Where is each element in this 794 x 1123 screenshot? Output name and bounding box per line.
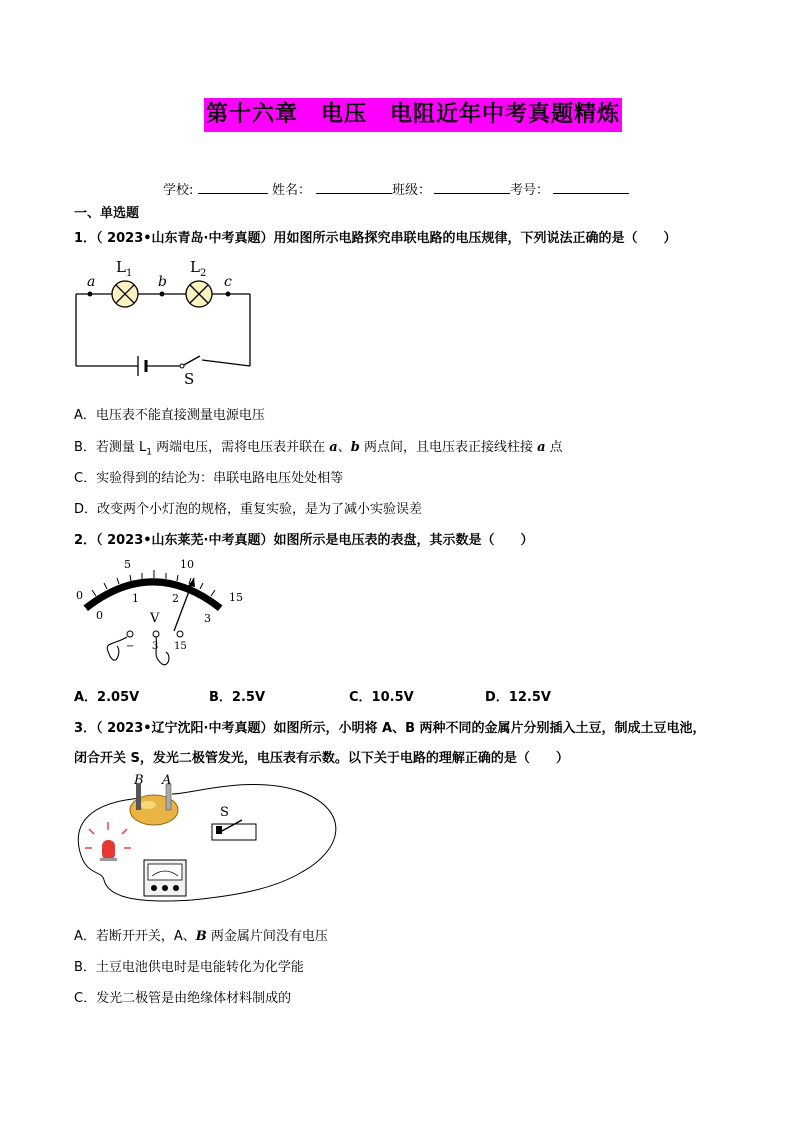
q3-option-b[interactable]: B．土豆电池供电时是电能转化为化学能: [74, 960, 304, 975]
q1-circuit-diagram: [70, 252, 260, 388]
voltmeter-dial-diagram: [72, 556, 247, 676]
q1-option-c[interactable]: C．实验得到的结论为：串联电路电压处处相等: [74, 471, 344, 486]
number-label: 考号：: [510, 183, 550, 198]
class-blank[interactable]: [434, 180, 510, 194]
label-switch-s: S: [220, 805, 229, 820]
dial-lower-0: 0: [96, 609, 103, 622]
q2-option-c[interactable]: [349, 686, 414, 705]
q3-a-text-2: 两金属片间没有电压: [206, 929, 328, 944]
q3-stem-line2: 闭合开关 S，发光二极管发光，电压表有示数。以下关于电路的理解正确的是（ ）: [74, 751, 569, 766]
q1-b-text-2: 两端电压，需将电压表并联在: [152, 440, 330, 455]
q3-a-text-1: A．若断开开关，A、: [74, 929, 196, 944]
switch-icon: [180, 364, 184, 368]
label-s: S: [184, 370, 195, 388]
q3-a-b: B: [195, 929, 207, 944]
q2-option-a[interactable]: [74, 686, 139, 705]
dial-lower-3: 3: [204, 612, 211, 625]
led-icon: [102, 840, 115, 860]
terminal-15: 15: [174, 641, 187, 652]
terminal-3: 3: [152, 641, 159, 652]
section-heading: 一、单选题: [74, 206, 140, 221]
label-c: c: [224, 274, 232, 290]
dial-upper-15: 15: [229, 591, 243, 604]
class-label: 班级：: [392, 183, 432, 198]
q2-b-text: B．2.5V: [209, 690, 265, 705]
dial-unit-v: V: [150, 611, 160, 626]
name-blank[interactable]: [316, 180, 392, 194]
q1-b-text-4: 两点间，且电压表正接线柱接: [359, 440, 538, 455]
label-l1-sub: 1: [126, 268, 133, 279]
q1-option-d[interactable]: D．改变两个小灯泡的规格，重复实验，是为了减小实验误差: [74, 502, 423, 517]
page-title: 第十六章 电压 电阻近年中考真题精炼: [204, 98, 622, 132]
q1-option-a[interactable]: A．电压表不能直接测量电源电压: [74, 408, 265, 423]
q2-option-b[interactable]: [209, 686, 265, 705]
q1-b-text-1: B．若测量 L: [74, 440, 147, 455]
q1-stem: 1．（ 2023•山东青岛·中考真题）用如图所示电路探究串联电路的电压规律，下列说法正确的是（ ）: [74, 231, 677, 246]
terminal-neg: −: [126, 641, 135, 652]
q2-option-d[interactable]: [485, 686, 551, 705]
potato-battery-diagram: [72, 772, 352, 907]
school-label: 学校:: [163, 183, 194, 198]
label-metal-a: A: [162, 773, 172, 788]
q3-option-c[interactable]: C．发光二极管是由绝缘体材料制成的: [74, 991, 292, 1006]
label-metal-b: B: [134, 773, 144, 788]
q1-b-text-5: 点: [545, 440, 563, 455]
q2-stem: 2．（ 2023•山东莱芜·中考真题）如图所示是电压表的表盘，其示数是（ ）: [74, 533, 534, 548]
label-l2: L: [190, 258, 200, 276]
q1-option-b[interactable]: [74, 436, 563, 458]
q1-b-a2: a: [537, 440, 546, 455]
q3-stem-line1: 3．（ 2023•辽宁沈阳·中考真题）如图所示，小明将 A、B 两种不同的金属片分别插入土豆，制成土豆电池，: [74, 721, 706, 736]
dial-upper-10: 10: [180, 558, 194, 571]
q1-b-b: b: [350, 440, 360, 455]
q2-a-text: A．2.05V: [74, 690, 140, 705]
q2-c-text: C．10.5V: [349, 690, 414, 705]
dial-lower-2: 2: [172, 592, 179, 605]
school-blank[interactable]: [198, 180, 268, 194]
number-blank[interactable]: [553, 180, 629, 194]
dial-upper-5: 5: [124, 558, 131, 571]
label-a: a: [87, 274, 96, 290]
label-b: b: [158, 274, 167, 290]
q1-b-text-3: 、: [337, 440, 351, 455]
q3-option-a[interactable]: [74, 925, 328, 944]
dial-lower-1: 1: [132, 592, 139, 605]
q2-d-text: D．12.5V: [485, 690, 551, 705]
name-label: 姓名：: [272, 183, 312, 198]
q1-b-sub: 1: [146, 447, 153, 458]
label-l1: L: [116, 258, 126, 276]
label-l2-sub: 2: [200, 268, 207, 279]
q1-b-a: a: [329, 440, 338, 455]
dial-upper-0: 0: [76, 589, 83, 602]
